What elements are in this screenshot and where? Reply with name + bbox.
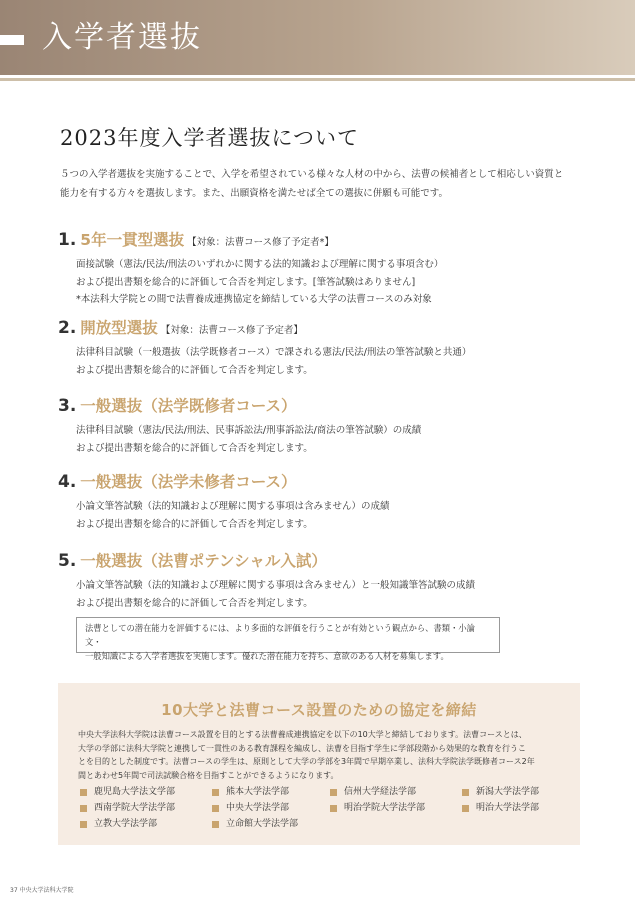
- square-bullet-icon: [462, 789, 469, 796]
- section-line: 小論文筆答試験（法的知識および理解に関する事項は含みません）の成績: [76, 501, 390, 512]
- section-heading: [58, 549, 578, 571]
- university-item: [330, 801, 462, 815]
- university-item: [212, 801, 330, 815]
- section-heading: [58, 470, 578, 492]
- section-title: 開放型選抜: [80, 319, 158, 337]
- note-line: 法曹としての潜在能力を評価するには、より多面的な評価を行うことが有効という観点から、書類・小論文・: [85, 623, 475, 647]
- section-body: [76, 498, 578, 533]
- section-line: および提出書類を総合的に評価して合否を判定します。: [76, 364, 313, 376]
- section-3: [58, 394, 578, 457]
- square-bullet-icon: [80, 805, 87, 812]
- square-bullet-icon: [80, 821, 87, 828]
- panel-title: 10大学と法曹コース設置のための協定を締結: [161, 701, 477, 719]
- banner-divider: [0, 78, 635, 81]
- section-heading: [58, 316, 578, 338]
- panel-line: とを目的とした制度です。法曹コースの学生は、原則として大学の学部を3年間で早期卒業し、法科大学院法学既修者コース2年: [78, 757, 535, 766]
- university-name: 中央大学法学部: [226, 803, 290, 813]
- agreement-panel: [58, 683, 580, 845]
- section-number: 4.: [58, 472, 77, 492]
- university-name: 明治学院大学法学部: [344, 803, 426, 813]
- university-name: 鹿児島大学法文学部: [94, 787, 176, 797]
- section-line: および提出書類を総合的に評価して合否を判定します。: [76, 597, 313, 609]
- university-name: 立教大学法学部: [94, 819, 158, 829]
- section-body: [76, 344, 578, 379]
- section-title: 一般選抜（法学未修者コース）: [80, 473, 297, 491]
- section-line: 法律科目試験（憲法/民法/刑法、民事訴訟法/刑事訴訟法/商法の筆答試験）の成績: [76, 425, 422, 436]
- section-title: 一般選抜（法曹ポテンシャル入試）: [80, 552, 327, 570]
- section-line: および提出書類を総合的に評価して合否を判定します。: [76, 518, 313, 530]
- section-number: 5.: [58, 551, 77, 571]
- note-line: 一般知識による入学者選抜を実施します。優れた潜在能力を持ち、意欲のある人材を募集します。: [85, 651, 449, 661]
- panel-line: 中央大学法科大学院は法曹コース設置を目的とする法曹養成連携協定を以下の10大学と締結しております。法曹コースとは、: [78, 730, 527, 739]
- university-item: [330, 785, 462, 799]
- intro-line: 能力を有する方々を選抜します。また、出願資格を満たせば全ての選抜に併願も可能です。: [60, 188, 448, 199]
- panel-line: 大学の学部に法科大学院と連携して一貫性のある教育課程を編成し、法曹を目指す学生に学部段階から効果的な教育を行うこ: [78, 743, 526, 753]
- university-name: 信州大学経法学部: [344, 787, 417, 797]
- section-line: および提出書類を総合的に評価して合否を判定します。: [76, 442, 313, 454]
- square-bullet-icon: [80, 789, 87, 796]
- section-target: 【対象：法曹コース修了予定者*】: [187, 237, 334, 248]
- square-bullet-icon: [330, 789, 337, 796]
- section-1: [58, 228, 578, 309]
- section-line: および提出書類を総合的に評価して合否を判定します。[筆答試験はありません]: [76, 276, 416, 288]
- university-name: 明治大学法学部: [476, 803, 540, 813]
- university-name: 西南学院大学法学部: [94, 803, 176, 813]
- section-4: [58, 470, 578, 533]
- square-bullet-icon: [212, 821, 219, 828]
- square-bullet-icon: [330, 805, 337, 812]
- section-body: [76, 577, 578, 612]
- banner-accent-bar: [0, 35, 24, 45]
- university-name: 立命館大学法学部: [226, 819, 299, 829]
- section-number: 3.: [58, 396, 77, 416]
- university-name: 熊本大学法学部: [226, 787, 290, 797]
- header-banner: [0, 0, 635, 75]
- university-item: [80, 801, 212, 815]
- page-footer: 37 中央大学法科大学院: [10, 887, 74, 894]
- section-5: [58, 549, 578, 612]
- university-item: [212, 785, 330, 799]
- university-item: [462, 785, 572, 799]
- panel-description: [78, 728, 560, 782]
- section-body: [76, 256, 578, 309]
- university-item: [80, 817, 212, 831]
- section-heading: [58, 228, 578, 250]
- page-title: 2023年度入学者選抜について: [60, 126, 360, 150]
- banner-title: 入学者選抜: [42, 20, 202, 55]
- section-line: 小論文筆答試験（法的知識および理解に関する事項は含みません）と一般知識筆答試験の成績: [76, 580, 476, 591]
- section-title: 一般選抜（法学既修者コース）: [80, 397, 297, 415]
- section-line: 面接試験（憲法/民法/刑法のいずれかに関する法的知識および理解に関する事項含む）: [76, 259, 444, 270]
- section-heading: [58, 394, 578, 416]
- section-title: 5年一貫型選抜: [80, 231, 185, 249]
- section-line: 法律科目試験（一般選抜（法学既修者コース）で課される憲法/民法/刑法の筆答試験と共通）: [76, 347, 472, 358]
- section-number: 2.: [58, 318, 77, 338]
- section-line: *本法科大学院との間で法曹養成連携協定を締結している大学の法曹コースのみ対象: [76, 294, 432, 305]
- section-number: 1.: [58, 230, 77, 250]
- university-name: 新潟大学法学部: [476, 787, 540, 797]
- square-bullet-icon: [212, 789, 219, 796]
- intro-line: ５つの入学者選抜を実施することで、入学を希望されている様々な人材の中から、法曹の候補者として相応しい資質と: [60, 169, 564, 180]
- intro-text: [60, 165, 590, 203]
- square-bullet-icon: [462, 805, 469, 812]
- potential-exam-note: [76, 617, 500, 661]
- panel-line: 間とあわせ5年間で司法試験合格を目指すことができるようになります。: [78, 770, 339, 780]
- section-target: 【対象：法曹コース修了予定者】: [160, 325, 303, 336]
- university-item: [80, 785, 212, 799]
- university-item: [212, 817, 330, 831]
- university-item: [462, 801, 572, 815]
- university-list: [80, 785, 570, 831]
- section-body: [76, 422, 578, 457]
- square-bullet-icon: [212, 805, 219, 812]
- section-2: [58, 316, 578, 379]
